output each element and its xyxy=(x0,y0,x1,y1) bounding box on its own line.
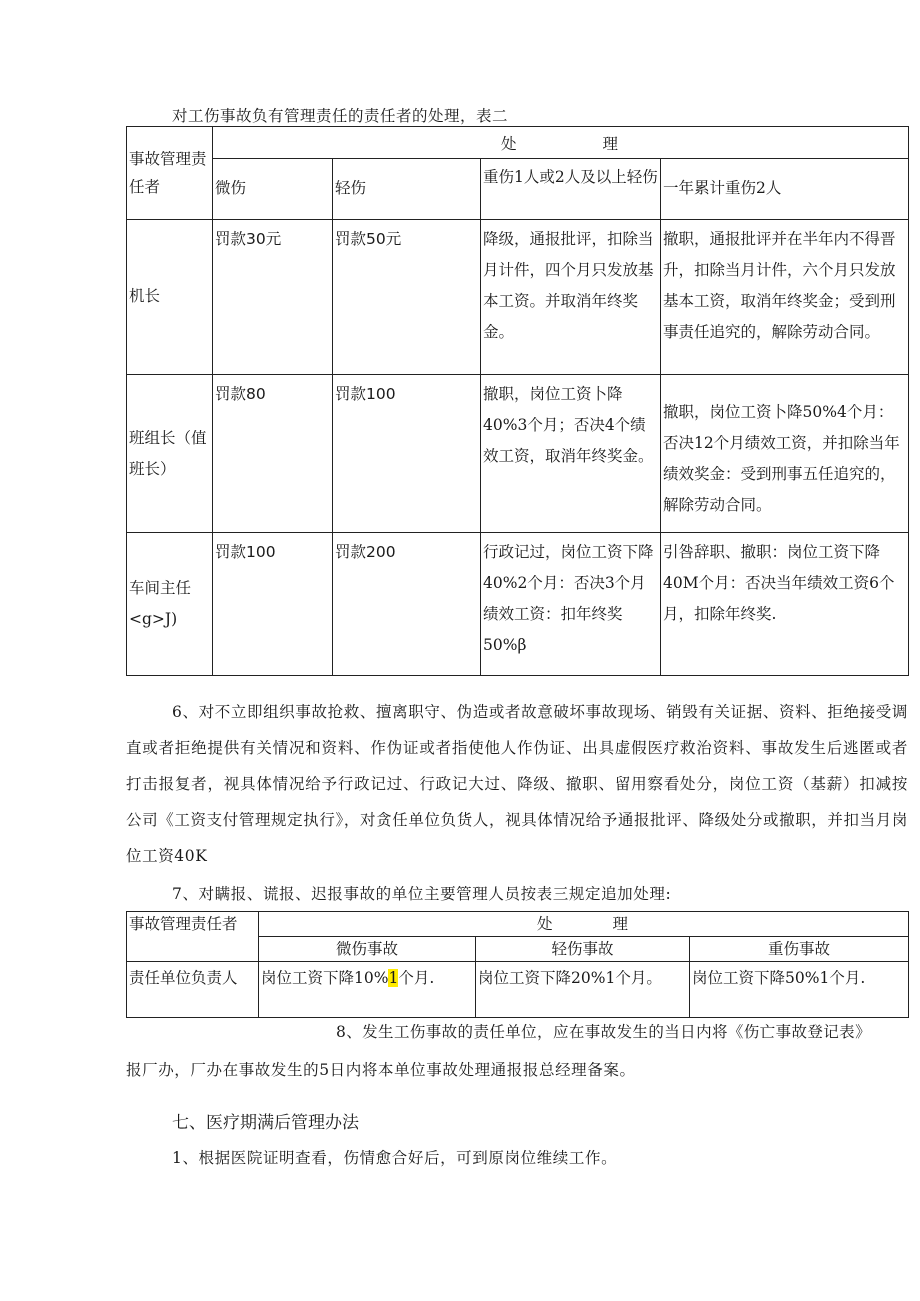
t2-cell: 降级，通报批评，扣除当月计件，四个月只发放基本工资。并取消年终奖金。 xyxy=(481,219,661,375)
item-1: 1、根据医院证明查看，伤情愈合好后，可到原岗位维续工作。 xyxy=(172,1149,618,1167)
paragraph-8a: 8、发生工伤事故的责任单位，应在事故发生的当日内将《伤亡事故登记表》 xyxy=(336,1023,871,1041)
t3-col-minor: 微伤事故 xyxy=(259,937,476,962)
t3-head-resp: 事故管理责任者 xyxy=(127,912,259,962)
t3-cell-minor-a: 岗位工资下降10% xyxy=(261,969,389,987)
table2 xyxy=(126,126,909,676)
t2-cell: 罚款30元 xyxy=(213,219,333,375)
t2-col-light: 轻伤 xyxy=(333,159,481,219)
table3 xyxy=(126,911,909,1018)
t2-cell: 罚款100 xyxy=(213,533,333,676)
t2-cell: 撤职，岗位工资卜降40%3个月；否决4个绩效工资，取消年终奖金。 xyxy=(481,375,661,533)
t3-cell-serious: 岗位工资下降50%1个月. xyxy=(690,962,909,1018)
section-heading: 七、医疗期满后管理办法 xyxy=(172,1113,359,1133)
t2-head-proc: 处理 xyxy=(213,127,909,159)
t2-cell: 行政记过，岗位工资下降40%2个月：否决3个月绩效工资：扣年终奖50%β xyxy=(481,533,661,676)
paragraph-6: 6、对不立即组织事故抢救、擅离职守、伪造或者故意破坏事故现场、销毁有关证据、资料、拒绝接受调直或者拒绝提供有关情况和资料、作伪证或者指使他人作伪证、出具虚假医疗救治资料、事故发生后逃匿或者打击报复者，视具体情况给予行政记过、行政记大过、降级、撤职、留用察看处分，岗位工资（基薪）扣减按公司《工资支付管理规定执行》，对贪任单位负货人，视具体情况给予通报批评、降级处分或撤职，并扣当月岗位工资40K xyxy=(126,703,908,865)
t2-col-annual: 一年累计重伤2人 xyxy=(661,159,909,219)
t2-cell: 撤职，通报批评并在半年内不得晋升，扣除当月计件，六个月只发放基本工资，取消年终奖金；受到刑事责任追究的，解除劳动合同。 xyxy=(661,219,909,375)
t2-col-minor: 微伤 xyxy=(213,159,333,219)
t2-cell: 撤职，岗位工资卜降50%4个月：否决12个月绩效工资，并扣除当年绩效奖金：受到刑事五任追究的，解除劳动合同。 xyxy=(661,375,909,533)
table2-caption: 对工伤事故负有管理责任的责任者的处理，表二 xyxy=(172,107,509,125)
t2-head-resp: 事故管理责任者 xyxy=(127,127,213,220)
t2-cell: 罚款100 xyxy=(333,375,481,533)
t2-col-serious: 重伤1人或2人及以上轻伤 xyxy=(481,159,661,219)
t3-cell-minor xyxy=(259,962,476,1018)
t3-row-name: 责任单位负责人 xyxy=(127,962,259,1018)
t2-row-name: 车间主任<g>J) xyxy=(127,533,213,676)
highlight-mark: 1 xyxy=(388,969,399,987)
t2-cell: 引咎辞职、撤职：岗位工资下降40M个月：否决当年绩效工资6个月，扣除年终奖. xyxy=(661,533,909,676)
t3-cell-minor-b: 个月. xyxy=(398,969,435,987)
paragraph-8b: 报厂办，厂办在事故发生的5日内将本单位事故处理通报报总经理备案。 xyxy=(126,1061,636,1079)
t3-head-proc: 处理 xyxy=(259,912,909,937)
t3-cell-light: 岗位工资下降20%1个月。 xyxy=(476,962,690,1018)
t2-row-name: 机长 xyxy=(127,219,213,375)
t2-row-name: 班组长（值班长） xyxy=(127,375,213,533)
t2-cell: 罚款80 xyxy=(213,375,333,533)
t3-col-light: 轻伤事故 xyxy=(476,937,690,962)
t3-col-serious: 重伤事故 xyxy=(690,937,909,962)
t2-cell: 罚款50元 xyxy=(333,219,481,375)
paragraph-7: 7、对瞒报、谎报、迟报事故的单位主要管理人员按表三规定追加处理: xyxy=(172,885,672,903)
t2-cell: 罚款200 xyxy=(333,533,481,676)
